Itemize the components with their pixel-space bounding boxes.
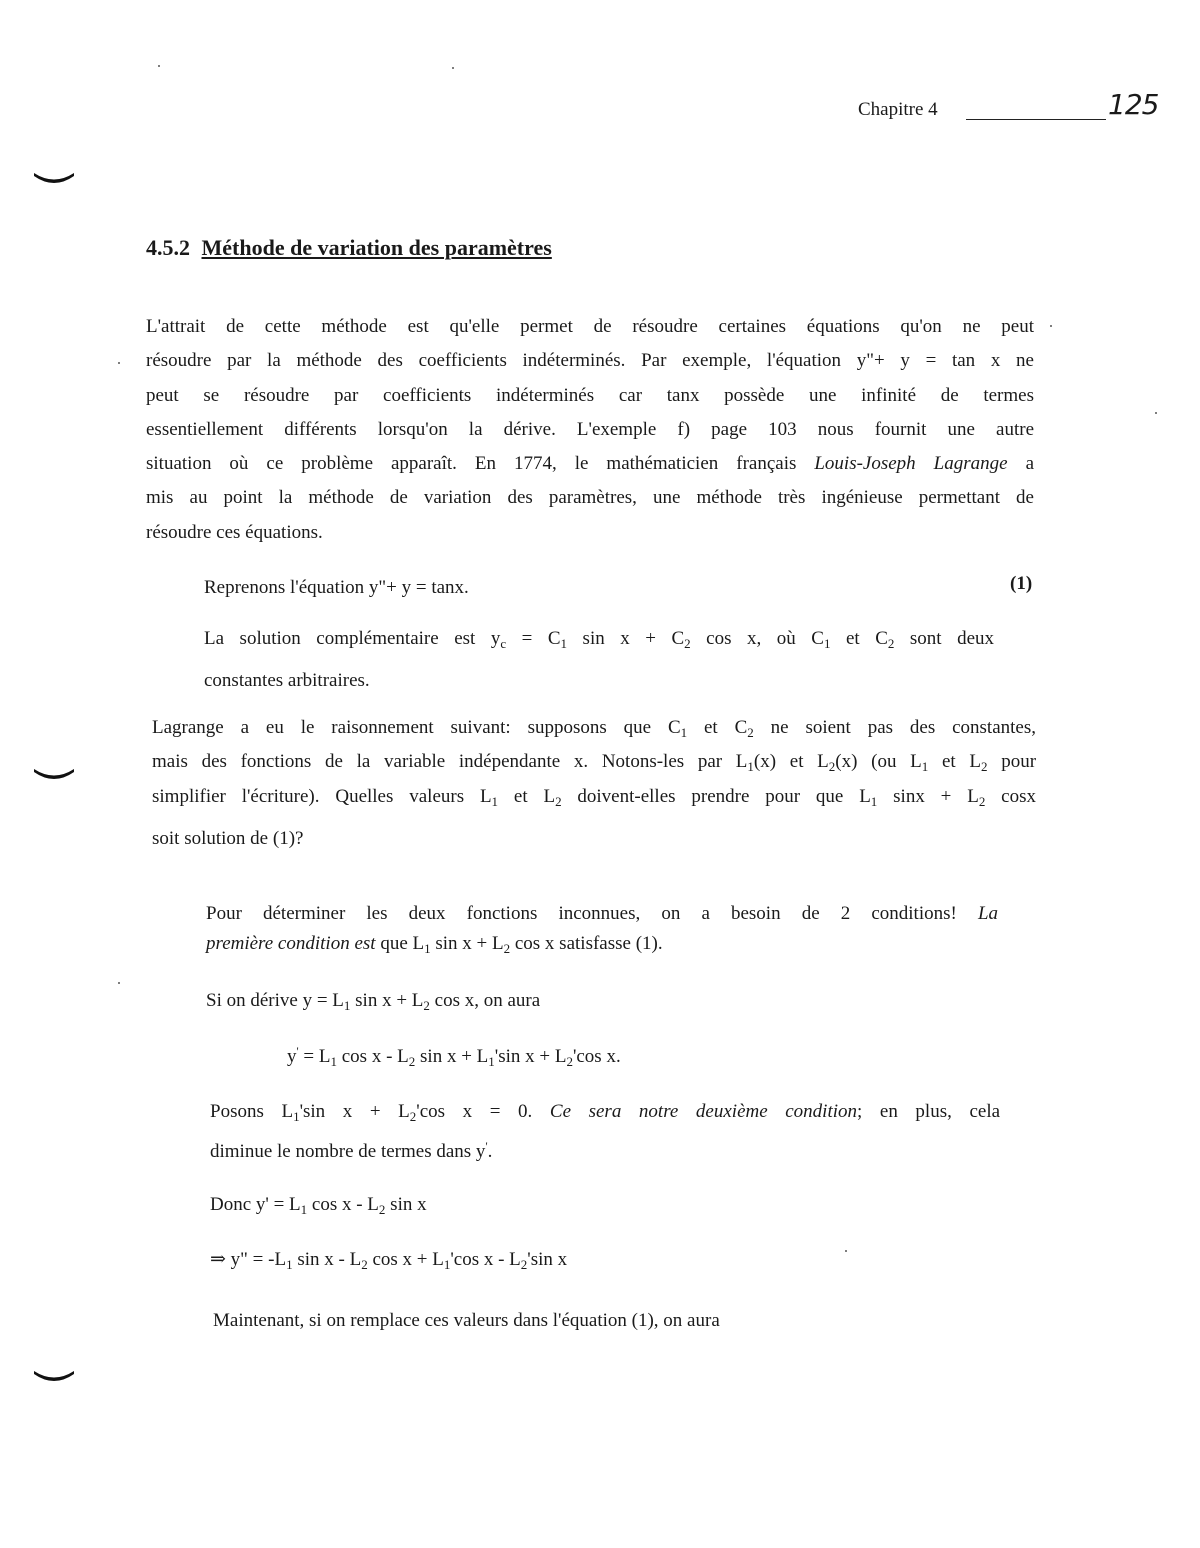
subscript: 2 [980,759,988,774]
paragraph-line [206,934,663,954]
text-span: sinx + L [893,786,979,807]
subscript: c [500,636,507,651]
subscript: 1 [286,1257,293,1272]
subscript: 1 [343,998,351,1013]
emphasis: La [977,903,999,924]
text-span: ; en plus, cela [857,1101,1001,1122]
scan-speck [158,65,160,67]
text-span: (x) (ou L [835,751,922,772]
text-span: sin x + L [420,1046,489,1067]
math-line [210,1195,427,1215]
text-span: Posons L [210,1101,294,1122]
paragraph-line [146,454,1034,474]
paragraph-line [206,904,998,924]
text-span: mais des fonctions de la variable indépendante x. Notons-les par L [152,751,748,772]
subscript: 2 [361,1257,368,1272]
math-line [210,1250,567,1270]
paragraph-line: soit solution de (1)? [152,828,304,849]
subscript: 1 [921,759,929,774]
text-span: 'sin x [527,1249,568,1270]
page-number: 125 [1108,88,1159,121]
person-name: Louis-Joseph Lagrange [814,453,1008,474]
text-span: 'cos x - L [450,1249,521,1270]
subscript: 1 [870,794,878,809]
complementary-line [204,629,994,649]
text-span: sin x + L [355,990,424,1011]
paragraph-line: Maintenant, si on remplace ces valeurs dans l'équation (1), on aura [213,1310,720,1331]
math-line [210,1102,1000,1122]
math-line [206,991,540,1011]
text-span: = L [303,1046,331,1067]
text-span: cos x, on aura [434,990,541,1011]
scan-speck [1155,412,1157,414]
text-span: Donc y' = L [210,1194,301,1215]
text-span: 'cos x. [572,1046,621,1067]
subscript: 1 [300,1202,308,1217]
subscript: 2 [887,636,895,651]
paragraph-line [152,752,1036,772]
subscript: 1 [293,1109,300,1124]
subscript: 1 [823,636,831,651]
subscript: 1 [491,794,499,809]
text-span: La solution complémentaire est [204,628,476,649]
paragraph-line: résoudre par la méthode des coefficients indéterminés. Par exemple, l'équation y"+ y = tan x ne [146,350,1034,371]
text-span: ne soient pas des constantes, [770,717,1037,738]
text-span: sin x + L [435,933,504,954]
text-span: . [487,1141,493,1162]
section-heading [146,235,552,261]
text-span: pour [1001,751,1037,772]
subscript: 2 [503,941,511,956]
text-span: sin x - L [297,1249,362,1270]
section-title: Méthode de variation des paramètres [201,235,552,260]
binder-hole-mark [32,170,76,184]
subscript: 2 [566,1054,573,1069]
subscript: 2 [978,794,986,809]
subscript: 2 [520,1257,528,1272]
subscript: 1 [443,1257,451,1272]
subscript: 2 [684,636,691,651]
header-rule [966,119,1106,120]
equation-label: (1) [1010,573,1033,594]
section-number: 4.5.2 [146,235,190,260]
text-span: 'cos x = 0. [416,1101,533,1122]
subscript: 2 [378,1202,386,1217]
text-span: (x) et L [753,751,829,772]
text-span: simplifier l'écriture). Quelles valeurs L [152,786,492,807]
subscript: 2 [409,1109,417,1124]
subscript: 1 [424,941,431,956]
scan-speck [118,982,120,984]
text-span: sont deux [909,628,995,649]
text-span: et C [845,628,888,649]
text-span: et C [704,717,748,738]
subscript: 2 [747,725,754,740]
text-span: et L [941,751,981,772]
text-span: cos x + L [372,1249,444,1270]
text-span: et L [513,786,556,807]
equation-text: Reprenons l'équation y"+ y = tanx. [204,577,469,598]
scan-speck [1050,325,1052,327]
scan-speck [845,1250,847,1252]
superscript: ' [485,1139,488,1153]
text-span: Pour déterminer les deux fonctions inconnues, on a besoin de 2 conditions! [206,903,957,924]
text-span: cos x - L [341,1046,409,1067]
paragraph-line [210,1139,493,1162]
subscript: 1 [560,636,568,651]
binder-hole-mark [32,1368,76,1382]
text-span: y [490,628,501,649]
complementary-line: constantes arbitraires. [204,670,370,691]
text-span: cos x, où C [706,628,824,649]
subscript: 1 [330,1054,337,1069]
text-span: sin x [390,1194,427,1215]
text-span: y [287,1046,297,1067]
text-span: Lagrange a eu le raisonnement suivant: supposons que C [152,717,681,738]
text-span [491,628,506,649]
subscript: 2 [423,998,430,1013]
emphasis: première condition est [206,933,376,954]
subscript: 1 [680,725,688,740]
subscript: 1 [747,759,754,774]
text-span: sin x + C [582,628,685,649]
subscript: 2 [555,794,562,809]
text-span: cos x satisfasse (1). [514,933,663,954]
subscript: 1 [488,1054,495,1069]
text-span: ⇒ y" = -L [210,1249,287,1270]
chapter-label: Chapitre 4 [858,99,938,120]
subscript: 2 [408,1054,416,1069]
scan-speck [118,362,120,364]
text-span: cosx [1001,786,1036,807]
scan-speck [452,67,454,69]
superscript: ' [296,1044,299,1058]
paragraph-line: essentiellement différents lorsqu'on la dérive. L'exemple f) page 103 nous fournit une autre [146,419,1034,440]
subscript: 2 [828,759,836,774]
text-span: que L [380,933,425,954]
text-span: cos x - L [311,1194,379,1215]
paragraph-line: peut se résoudre par coefficients indéterminés car tanx possède une infinité de termes [146,385,1034,406]
emphasis: Ce sera notre deuxième condition [549,1101,858,1122]
binder-hole-mark [32,766,76,780]
math-line [287,1044,621,1069]
paragraph-line: mis au point la méthode de variation des paramètres, une méthode très ingénieuse permettant de [146,487,1034,508]
text-span: = C [521,628,561,649]
text-span: situation où ce problème apparaît. En 1774, le mathématicien français [146,453,797,474]
text-span: 'sin x + L [494,1046,567,1067]
paragraph-line [152,718,1036,738]
paragraph-line: résoudre ces équations. [146,522,323,543]
paragraph-line: L'attrait de cette méthode est qu'elle permet de résoudre certaines équations qu'on ne peut [146,316,1034,337]
text-span: diminue le nombre de termes dans y [210,1141,486,1162]
text-span: a [1025,453,1034,474]
paragraph-line [152,787,1036,807]
text-span: Si on dérive y = L [206,990,344,1011]
text-span: 'sin x + L [299,1101,410,1122]
text-span: doivent-elles prendre pour que L [577,786,871,807]
